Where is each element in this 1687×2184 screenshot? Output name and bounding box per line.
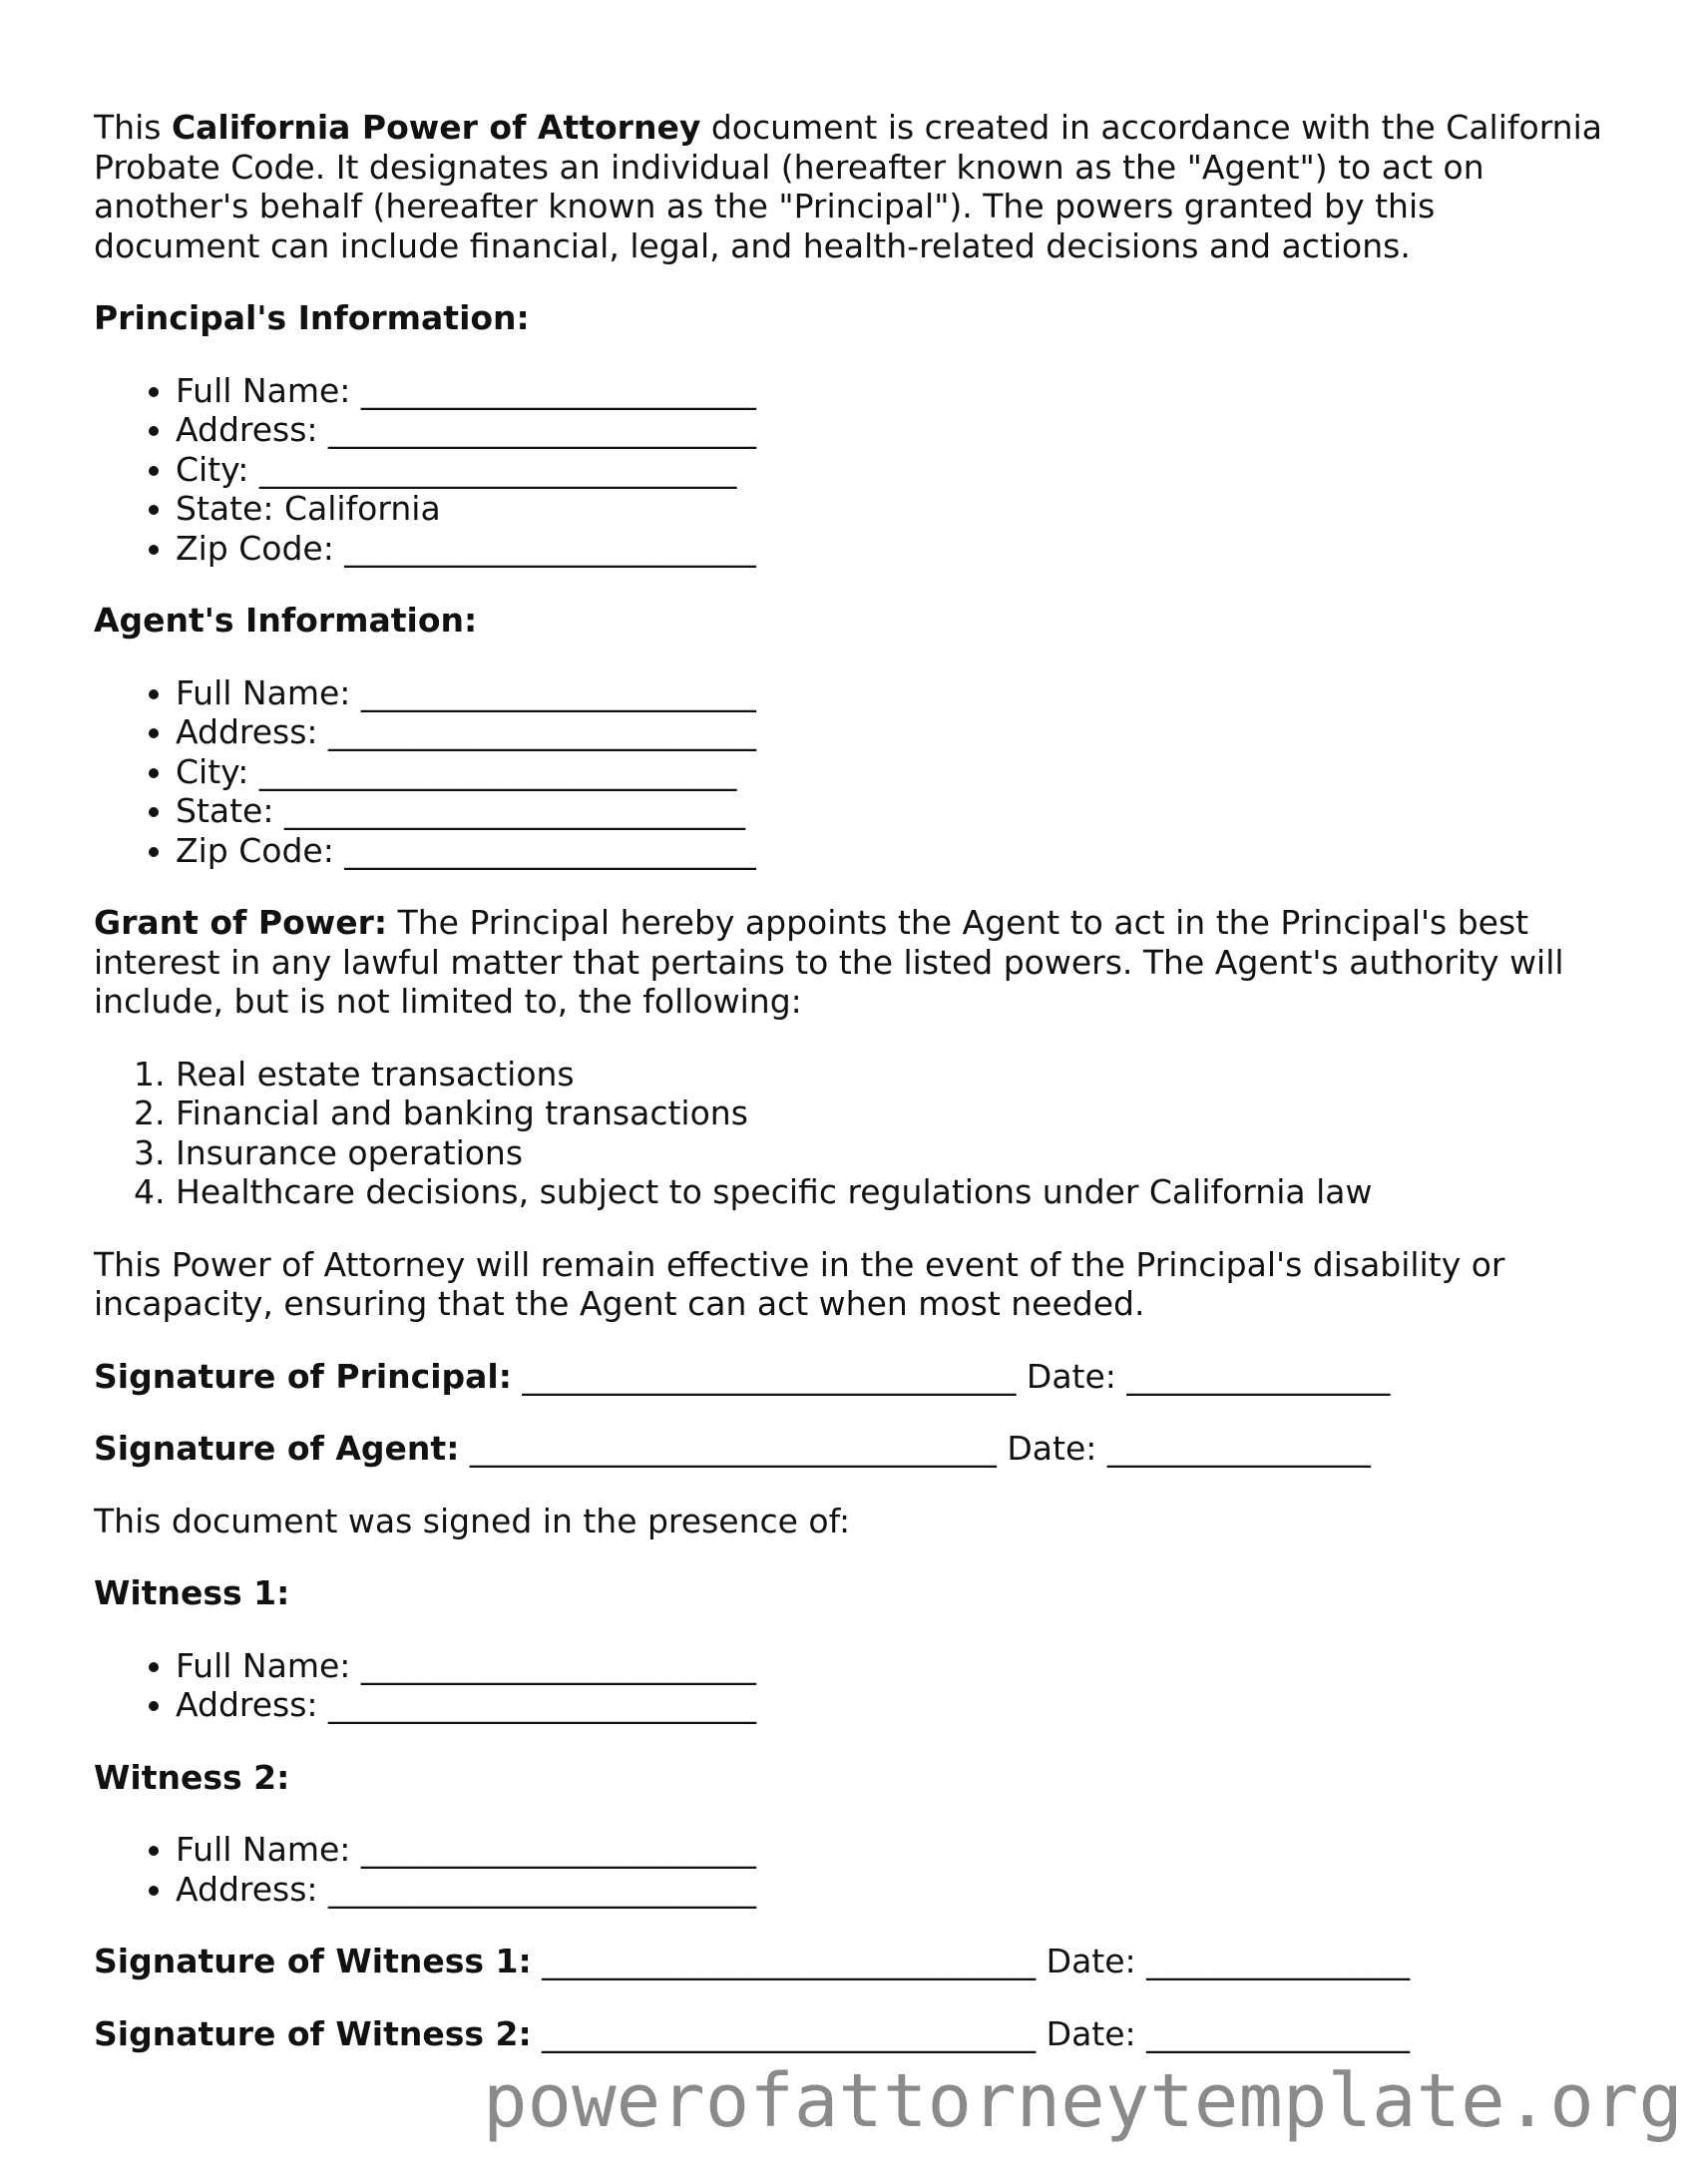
witness1-heading: Witness 1: xyxy=(94,1573,290,1612)
intro-paragraph: This California Power of Attorney document is created in accordance with the California Probate Code. It designates an individual (hereafter known as the "Agent") to act on another's behalf (hereafter known as the "Principal"). The powers granted by this document can include financial, legal, and health-related decisions and actions. xyxy=(94,108,1602,265)
agent-signature-line[interactable]: Signature of Agent: ________________________________ Date: ________________ xyxy=(94,1429,1371,1468)
document-body xyxy=(94,108,1610,2086)
witness2-heading: Witness 2: xyxy=(94,1757,290,1797)
principal-state-field: • State: California xyxy=(176,489,1610,529)
presence-statement: This document was signed in the presence of: xyxy=(94,1501,851,1540)
agent-address-field[interactable]: • Address: __________________________ xyxy=(176,712,1610,752)
principal-signature-line[interactable]: Signature of Principal: ______________________________ Date: ________________ xyxy=(94,1356,1391,1396)
witness2-address-field[interactable]: • Address: __________________________ xyxy=(176,1870,1610,1910)
grant-of-power-label: Grant of Power: xyxy=(94,903,388,942)
power-item: 2. Financial and banking transactions xyxy=(176,1093,1610,1133)
effective-paragraph: This Power of Attorney will remain effective in the event of the Principal's disability or incapacity, ensuring that the Agent can act when most needed. xyxy=(94,1244,1505,1323)
witness2-signature-line[interactable]: Signature of Witness 2: ______________________________ Date: ________________ xyxy=(94,2013,1411,2053)
principal-city-field[interactable]: • City: _____________________________ xyxy=(176,450,1610,490)
power-item: 1. Real estate transactions xyxy=(176,1055,1610,1094)
principal-full-name-field[interactable]: • Full Name: ________________________ xyxy=(176,371,1610,411)
witness1-info-list xyxy=(94,1646,1610,1725)
power-item: 4. Healthcare decisions, subject to specific regulations under California law xyxy=(176,1172,1610,1212)
agent-info-list xyxy=(94,673,1610,871)
grant-of-power-paragraph: Grant of Power: The Principal hereby appoints the Agent to act in the Principal's best interest in any lawful matter that pertains to the listed powers. The Agent's authority will include, but is not limited to, the following: xyxy=(94,903,1564,1021)
principal-zip-field[interactable]: • Zip Code: _________________________ xyxy=(176,529,1610,569)
principal-heading: Principal's Information: xyxy=(94,298,530,337)
agent-state-field[interactable]: • State: ____________________________ xyxy=(176,791,1610,831)
document-title: California Power of Attorney xyxy=(171,108,701,147)
agent-full-name-field[interactable]: • Full Name: ________________________ xyxy=(176,673,1610,713)
witness1-signature-line[interactable]: Signature of Witness 1: ______________________________ Date: ________________ xyxy=(94,1942,1411,1980)
power-item: 3. Insurance operations xyxy=(176,1133,1610,1173)
witness1-address-field[interactable]: • Address: __________________________ xyxy=(176,1685,1610,1725)
principal-address-field[interactable]: • Address: __________________________ xyxy=(176,410,1610,450)
agent-heading: Agent's Information: xyxy=(94,601,478,640)
agent-city-field[interactable]: • City: _____________________________ xyxy=(176,752,1610,792)
witness2-full-name-field[interactable]: • Full Name: ________________________ xyxy=(176,1830,1610,1870)
agent-zip-field[interactable]: • Zip Code: _________________________ xyxy=(176,831,1610,871)
site-watermark: powerofattorneytemplate.org xyxy=(483,2058,1683,2144)
witness1-full-name-field[interactable]: • Full Name: ________________________ xyxy=(176,1646,1610,1686)
principal-info-list xyxy=(94,371,1610,569)
powers-list xyxy=(94,1055,1610,1212)
witness2-info-list xyxy=(94,1830,1610,1909)
